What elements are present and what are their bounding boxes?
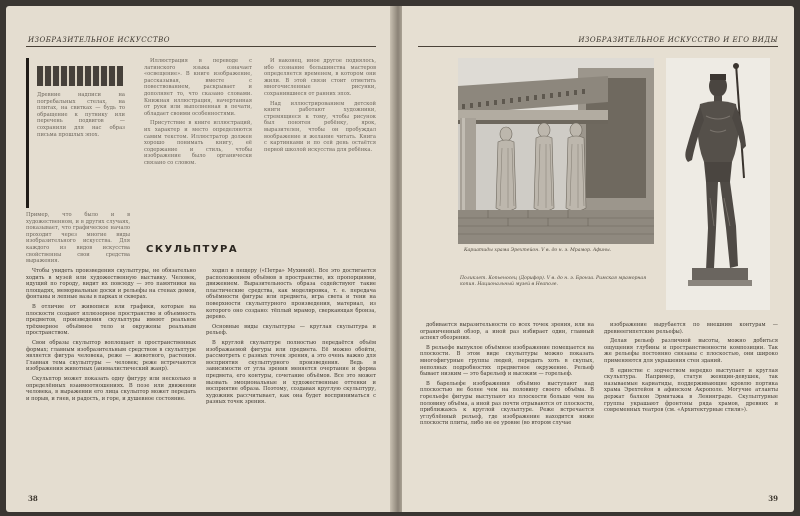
body-col1-para-1: Чтобы увидеть произведения скульптуры, не обязательно ходить в музей или художественную выставку. Человек, идущий по городу, видит их повсюду — это памятники на площадях, мемориальные доски и рельефы на стенах домов, фонтаны и лепные вазы в парках и скверах. <box>26 268 196 301</box>
top-col2-text <box>144 58 252 170</box>
right-page <box>402 6 794 512</box>
lettering-sample-box <box>26 58 133 208</box>
left-page <box>6 6 394 512</box>
lettering-sample-strip <box>37 66 123 86</box>
right-running-head: ИЗОБРАЗИТЕЛЬНОЕ ИСКУССТВО И ЕГО ВИДЫ <box>578 36 778 44</box>
statue-photo-caption: Поликлет. Копьеносец (Дорифор). V в. до н. э. Бронза. Римская мраморная копия. Национальный музей в Неаполе. <box>460 276 647 287</box>
right-body-col2-para-1: изображение вырубается по внешним контурам — древнеегипетские рельефы). <box>604 322 778 335</box>
body-col1-para-4: Скульптор может показать одну фигуру или несколько в определённых взаимоотношениях. В позе или движении человека, в выражении его лица скульптор может передать и порыв, и гнев, и радость, и горе, и душевное состояние. <box>26 375 196 402</box>
body-col2-para-1: ходил в пещеру («Петра» Мухиной). Все это достигается расположением объёмов в пространстве, их пропорциями, движением. Выразительность образа содействуют такие пластические средства, как моделировка, т. е. передача объёмности фигуры или предмета, игра света и тени на поверхности скульптурного произведения, материал, из которого оно создано: тёплый мрамор, сверкающая бронза, дерево. <box>206 268 376 321</box>
caryatid-porch-illustration <box>458 58 654 244</box>
section-title: СКУЛЬПТУРА <box>146 244 239 255</box>
body-col1 <box>26 268 196 405</box>
top-col3-text <box>264 58 376 156</box>
body-col2-para-3: В круглой скульптуре полностью передаётся объём изображаемой фигуры или предмета. Её можно обойти, рассмотреть с разных точек зрения, а это очень важно для восприятия скульптурного произведения. Ведь в зависимости от угла зрения меняется очертание и форма предмета, его контуры, сочетание объёмов. Все это может вызвать эмоциональные и художественные оттенки и восприятие образа. Поэтому, создавая круглую скульптуру, художник рассчитывает, как она будет восприниматься с разных точек зрения. <box>206 339 376 406</box>
top-col1-text: Пример, что было и в художественном, и в других случаях, показывает, что графическое начало проходит через многие виды изобразительного искусства. Для каждого из видов искусства свойственны свои средства выражения. <box>26 212 130 265</box>
right-body-col1-para-2: В рельефе выпуклое объёмное изображение помещается на плоскости. В этом виде скульптуры можно показать многофигурные группы людей, передать хоть в скупых, неполных подробностях предметное окружение. Рельеф бывает низким — это барельеф и высоким — горельеф. <box>420 344 594 378</box>
right-body-col2 <box>604 322 778 417</box>
top-col2-para-2: Присутствие в книге иллюстраций, их характер и место определяются самим текстом. Иллюстратор должен хорошо понимать книгу, её содержание и стиль, чтобы изображение было органически связано со словом. <box>144 120 252 166</box>
body-col2-para-2: Основные виды скульптуры — круглая скульптура и рельеф. <box>206 323 376 337</box>
left-head-rule <box>26 46 376 47</box>
right-body-col1-para-1: добивается выразительности со всех точек зрения, или на ограниченный обзор, а иной раз избирает один, главный аспект обозрения. <box>420 322 594 342</box>
left-page-number: 38 <box>28 494 38 503</box>
right-body-col2-para-2: Делая рельеф различной высоты, можно добиться ощущения глубины и пространственности композиции. Так же рельефы постоянно связаны с плоскостью, они широко применяются для украшения стен зданий. <box>604 338 778 364</box>
top-col3-para-1: И наконец, иное другое поднялось, ибо сознание большинства мастеров определяется временем, в котором они жили. В этой связи стоит отметить многочисленные рисунки, сохранившиеся от ранних эпох. <box>264 58 376 97</box>
temple-photo-caption: Кариатиды храма Эрехтейон. V в. до н. э. Мрамор. Афины. <box>464 248 612 253</box>
top-col2-para-1: Иллюстрация в переводе с латинского языка означает «освещение». В книге изображение, рассказывая, вместе с повествованием, раскрывает и дополняет то, что сказано словами. Книжная иллюстрация, начертанная от руки или выполненная в печати, обладает своими особенностями. <box>144 58 252 117</box>
statue-photo <box>666 58 770 310</box>
right-head-rule <box>418 46 778 47</box>
body-col2 <box>206 268 376 409</box>
right-body-col1 <box>420 322 594 430</box>
right-body-col1-para-3: В барельефе изображения объёмно выступают над плоскостью не более чем на половину своего объёма. В горельефе фигуры выступают из плоскости больше чем на половину объёма, а иной раз почти отрываются от плоскости, приближаясь к круглой скульптуре. Реже встречается углублённый рельеф, где изображение находится ниже плоскости плиты, либо не ее уровне (во втором случае <box>420 380 594 427</box>
left-running-head: ИЗОБРАЗИТЕЛЬНОЕ ИСКУССТВО <box>28 36 171 44</box>
fragment-text: Древние надписи на погребальных стелах, на плитах, на свитках — будь то обращение к путнику или перечень подвигов — сохранили для нас образ письма прошлых эпох. <box>37 92 125 138</box>
body-col1-para-2: В отличие от живописи или графики, которые на плоскости создают иллюзорное пространство и объемность предметов, произведения скульптуры имеют реальное трёхмерное объёмное тело и окружены реальным пространством. <box>26 303 196 337</box>
body-col1-para-3: Свои образы скульптор воплощает в пространственных формах; главным изобразительным средством в скульптуре является фигура человека, реже — животного, растения. Главная тема скульптуры — человек; реже встречаются изображения животных (анималистический жанр). <box>26 339 196 373</box>
right-body-col2-para-3: В единстве с зодчеством нередко выступает и круглая скульптура. Например, статуи женщин-девушек, так называемые кариатиды, поддерживающие кровлю портика храма Эрехтейон в афинском Акрополе. Могучие атланты держат балкон Эрмитажа в Ленинграде. Скульптурные группы украшают фронтоны ряда храмов, древних и современных театров (см. «Архитектурные стили»). <box>604 367 778 414</box>
top-col3-para-2: Над иллюстрированием детской книги работают художники, стремящиеся к тому, чтобы рисунок был понятен ребёнку, ярок, выразителен, чтобы он пробуждал воображение и желание читать. Книга с картинками и по сей день остаётся первой школой искусства для ребёнка. <box>264 100 376 153</box>
right-page-number: 39 <box>768 494 778 503</box>
temple-photo <box>458 58 654 244</box>
bronze-statue-illustration <box>666 58 770 310</box>
